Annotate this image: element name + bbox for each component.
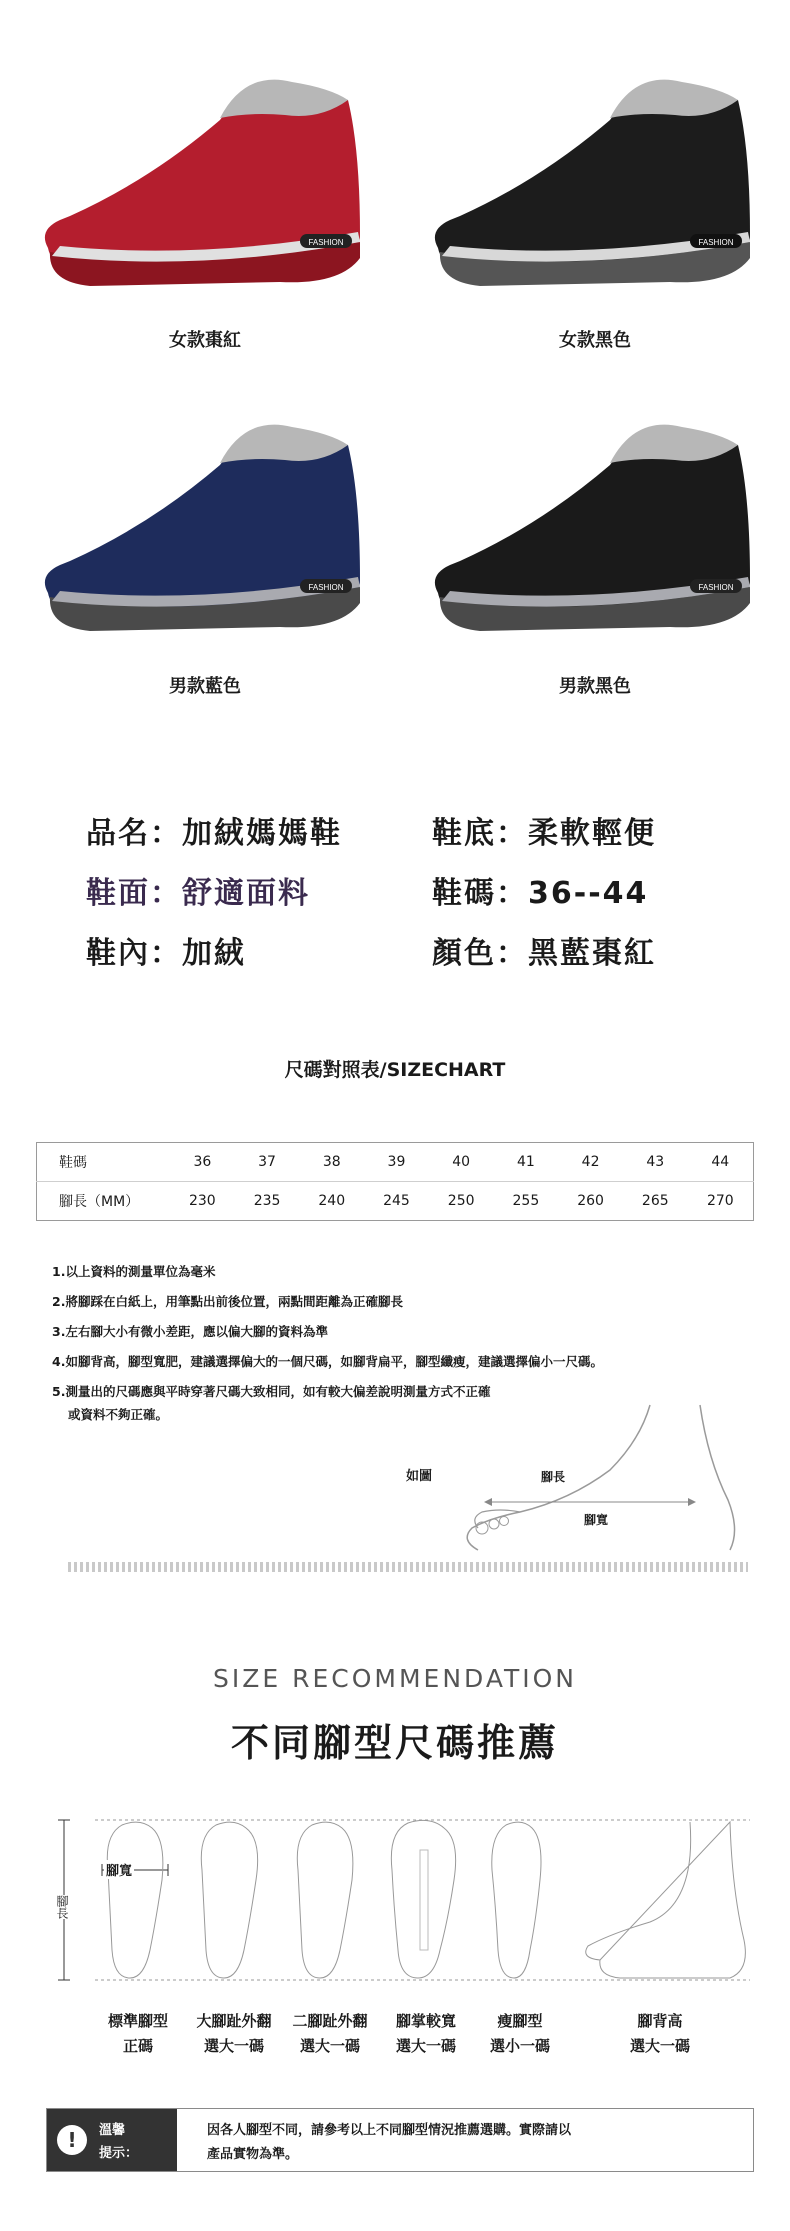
product-caption: 女款黑色 bbox=[559, 330, 631, 351]
table-cell: 230 bbox=[188, 1193, 216, 1209]
product-image-women-red bbox=[30, 60, 370, 290]
size-chart-table bbox=[36, 1142, 754, 1221]
product-image-men-blue bbox=[30, 405, 370, 635]
table-cell: 36 bbox=[170, 1143, 235, 1182]
recommendation-title-zh: 不同腳型尺碼推薦 bbox=[230, 1721, 559, 1765]
product-caption: 男款黑色 bbox=[559, 676, 631, 697]
shoe-brand: FASHION bbox=[308, 238, 344, 247]
row-label: 鞋碼 bbox=[37, 1143, 171, 1182]
table-cell: 41 bbox=[494, 1143, 559, 1182]
foot-length-label: 腳長 bbox=[55, 1895, 69, 1919]
dotted-divider bbox=[68, 1562, 748, 1572]
table-cell: 38 bbox=[299, 1143, 364, 1182]
note-item: 4.如腳背高，腳型寬肥，建議選擇偏大的一個尺碼，如腳背扁平，腳型纖瘦，建議選擇偏小一尺碼。 bbox=[52, 1354, 603, 1369]
table-row bbox=[37, 1143, 754, 1182]
table-cell: 255 bbox=[512, 1193, 540, 1209]
table-cell: 40 bbox=[429, 1143, 494, 1182]
note-item: 3.左右腳大小有微小差距，應以偏大腳的資料為準 bbox=[52, 1324, 328, 1339]
recommendation-title-en: SIZE RECOMMENDATION bbox=[212, 1664, 578, 1693]
product-image-men-black bbox=[420, 405, 760, 635]
shoe-illustration bbox=[420, 405, 760, 635]
product-caption: 女款棗紅 bbox=[169, 330, 241, 351]
shoe-brand: FASHION bbox=[698, 238, 734, 247]
foot-type-recommendation: 選大一碼 bbox=[629, 2037, 690, 2055]
foot-width-label: 腳寬 bbox=[104, 1860, 134, 1879]
size-chart-title: 尺碼對照表/SIZECHART bbox=[284, 1059, 506, 1081]
spec-upper: 鞋面：舒適面料 bbox=[86, 876, 310, 911]
foot-type-name: 標準腳型 bbox=[107, 2012, 168, 2030]
tip-label: 溫馨 bbox=[99, 2123, 126, 2138]
table-cell: 39 bbox=[364, 1143, 429, 1182]
note-item: 或資料不夠正確。 bbox=[68, 1407, 169, 1422]
foot-type-name: 二腳趾外翻 bbox=[292, 2012, 368, 2030]
table-row bbox=[37, 1182, 754, 1221]
table-cell: 250 bbox=[447, 1193, 475, 1209]
foot-type-recommendation: 選大一碼 bbox=[299, 2037, 360, 2055]
shoe-illustration bbox=[30, 405, 370, 635]
tip-label: 提示： bbox=[99, 2146, 139, 2161]
foot-type-name: 腳背高 bbox=[637, 2012, 683, 2030]
foot-type-recommendation: 選大一碼 bbox=[395, 2037, 456, 2055]
foot-outline-icon bbox=[400, 1400, 760, 1560]
shoe-brand: FASHION bbox=[308, 583, 344, 592]
table-cell: 235 bbox=[253, 1193, 281, 1209]
foot-type-recommendation: 選小一碼 bbox=[489, 2037, 550, 2055]
table-cell: 43 bbox=[623, 1143, 688, 1182]
shoe-illustration bbox=[420, 60, 760, 290]
foot-type-recommendation: 正碼 bbox=[122, 2037, 153, 2055]
spec-name: 品名：加絨媽媽鞋 bbox=[86, 816, 342, 851]
foot-type-recommendation: 選大一碼 bbox=[203, 2037, 264, 2055]
tip-box bbox=[46, 2108, 754, 2172]
spec-colors: 顏色：黑藍棗紅 bbox=[432, 936, 656, 971]
table-cell: 44 bbox=[688, 1143, 754, 1182]
exclamation-icon: ! bbox=[57, 2125, 87, 2155]
foot-measure-diagram bbox=[400, 1400, 760, 1560]
tip-text: 因各人腳型不同，請參考以上不同腳型情況推薦選購。實際請以 bbox=[207, 2123, 572, 2138]
foot-type-name: 瘦腳型 bbox=[497, 2012, 543, 2030]
foot-type-name: 腳掌較寬 bbox=[395, 2012, 456, 2030]
tip-label-panel bbox=[47, 2109, 177, 2171]
table-cell: 260 bbox=[577, 1193, 604, 1209]
table-cell: 37 bbox=[235, 1143, 300, 1182]
table-cell: 245 bbox=[383, 1193, 410, 1209]
foot-types-outline-icon bbox=[40, 1810, 760, 1990]
shoe-brand: FASHION bbox=[698, 583, 734, 592]
foot-type-name: 大腳趾外翻 bbox=[196, 2012, 272, 2030]
diagram-ref-label: 如圖 bbox=[406, 1469, 433, 1484]
table-cell: 265 bbox=[641, 1193, 669, 1209]
spec-lining: 鞋內：加絨 bbox=[86, 936, 246, 971]
table-cell: 42 bbox=[558, 1143, 623, 1182]
note-item: 1.以上資料的測量單位為毫米 bbox=[52, 1264, 216, 1279]
table-cell: 240 bbox=[318, 1193, 346, 1209]
foot-length-label: 腳長 bbox=[538, 1468, 568, 1485]
foot-types-diagram bbox=[40, 1810, 760, 1990]
spec-sole: 鞋底：柔軟輕便 bbox=[432, 816, 656, 851]
note-item: 5.測量出的尺碼應與平時穿著尺碼大致相同，如有較大偏差說明測量方式不正確 bbox=[52, 1384, 491, 1399]
table-cell: 270 bbox=[706, 1193, 734, 1209]
product-caption: 男款藍色 bbox=[169, 676, 241, 697]
spec-size: 鞋碼：36--44 bbox=[432, 876, 649, 911]
row-label: 腳長（MM） bbox=[59, 1194, 140, 1210]
product-image-women-black bbox=[420, 60, 760, 290]
note-item: 2.將腳踩在白紙上，用筆點出前後位置，兩點間距離為正確腳長 bbox=[52, 1294, 403, 1309]
tip-text: 產品實物為準。 bbox=[207, 2147, 299, 2162]
shoe-illustration bbox=[30, 60, 370, 290]
foot-width-label: 腳寬 bbox=[584, 1513, 609, 1527]
